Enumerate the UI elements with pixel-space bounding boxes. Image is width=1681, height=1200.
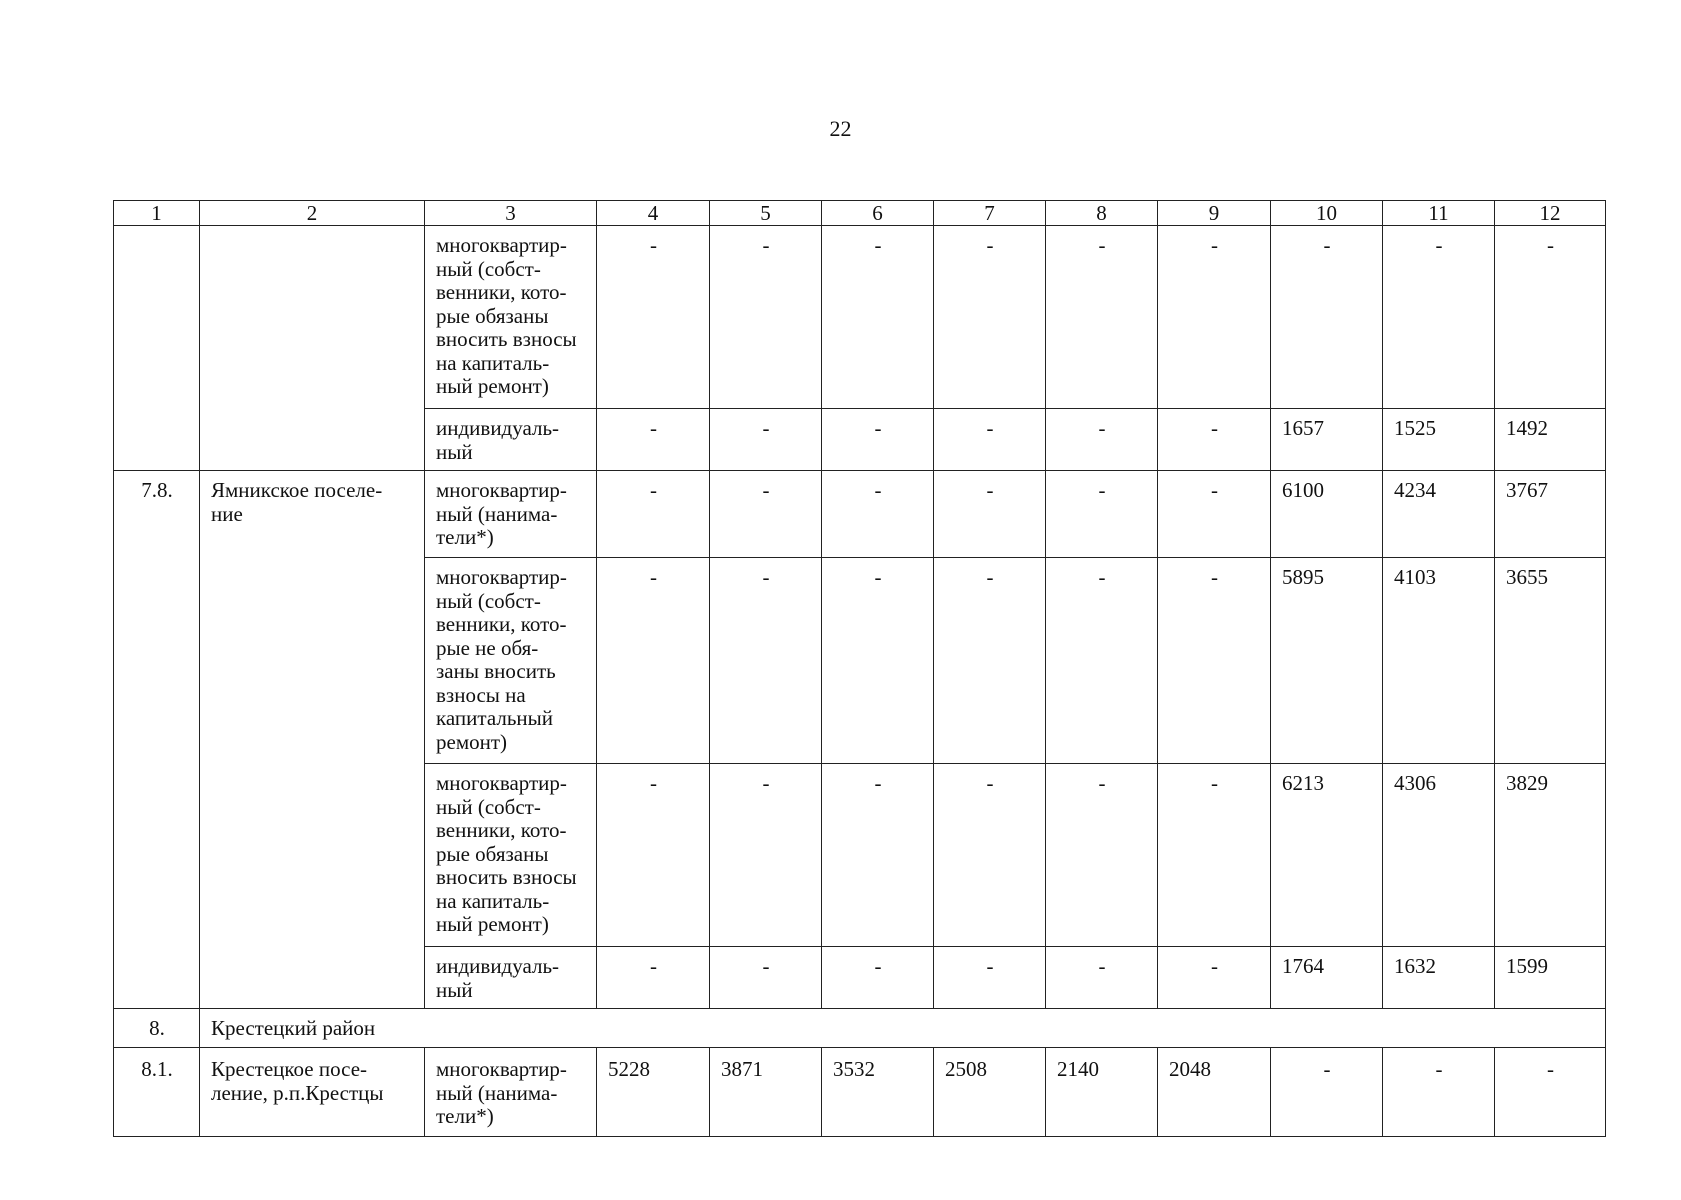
value-cell: - [822,471,934,558]
value-cell: - [822,764,934,947]
value-cell: - [934,764,1046,947]
housing-type: многоквартир- ный (собст- венники, кото- рые обязаны вносить взносы на капиталь- ный ремонт) [425,764,597,947]
value-cell: - [597,947,710,1009]
settlement-name: Ямникское поселе- ние [200,471,425,1009]
value-cell: - [1383,226,1495,409]
value-cell: 2508 [934,1048,1046,1137]
value-cell: 5228 [597,1048,710,1137]
value-cell: - [1046,947,1158,1009]
column-header: 2 [200,201,425,226]
value-cell: - [1271,1048,1383,1137]
value-cell: 3655 [1495,558,1606,764]
value-cell: - [710,764,822,947]
housing-type: многоквартир- ный (нанима- тели*) [425,1048,597,1137]
value-cell: - [1158,558,1271,764]
housing-type: многоквартир- ный (нанима- тели*) [425,471,597,558]
value-cell: - [710,409,822,471]
value-cell: 3767 [1495,471,1606,558]
region-name: Крестецкий район [200,1009,1606,1048]
value-cell: - [822,409,934,471]
value-cell: - [1271,226,1383,409]
value-cell: - [822,226,934,409]
settlement-name: Крестецкое посе- ление, р.п.Крестцы [200,1048,425,1137]
housing-type: многоквартир- ный (собст- венники, кото- рые обязаны вносить взносы на капиталь- ный ремонт) [425,226,597,409]
row-number: 8.1. [114,1048,200,1137]
value-cell: - [1383,1048,1495,1137]
value-cell: 1492 [1495,409,1606,471]
value-cell: 1632 [1383,947,1495,1009]
value-cell: - [1046,226,1158,409]
value-cell: - [1046,409,1158,471]
value-cell: - [710,947,822,1009]
column-header: 12 [1495,201,1606,226]
housing-type: индивидуаль- ный [425,409,597,471]
value-cell: - [1158,409,1271,471]
value-cell: - [822,947,934,1009]
value-cell: 2140 [1046,1048,1158,1137]
table-row [114,226,1606,409]
value-cell: - [934,947,1046,1009]
column-header: 5 [710,201,822,226]
column-header: 6 [822,201,934,226]
value-cell: - [1158,947,1271,1009]
value-cell: 6213 [1271,764,1383,947]
value-cell: - [1495,1048,1606,1137]
column-header: 9 [1158,201,1271,226]
value-cell: 3829 [1495,764,1606,947]
table-header-row [114,201,1606,226]
table-row [114,1048,1606,1137]
value-cell: 2048 [1158,1048,1271,1137]
value-cell: 4306 [1383,764,1495,947]
value-cell: - [710,471,822,558]
page-number: 22 [829,116,852,141]
table-row [114,471,1606,558]
value-cell: - [1158,764,1271,947]
housing-type: многоквартир- ный (собст- венники, кото- рые не обя- заны вносить взносы на капитальный ремонт) [425,558,597,764]
value-cell: 1599 [1495,947,1606,1009]
settlement-name [200,226,425,471]
value-cell: - [1046,558,1158,764]
value-cell: - [597,764,710,947]
value-cell: 6100 [1271,471,1383,558]
column-header: 4 [597,201,710,226]
value-cell: 4103 [1383,558,1495,764]
value-cell: - [934,471,1046,558]
value-cell: - [1158,226,1271,409]
value-cell: 5895 [1271,558,1383,764]
column-header: 1 [114,201,200,226]
column-header: 11 [1383,201,1495,226]
value-cell: - [1046,764,1158,947]
region-number: 8. [114,1009,200,1048]
column-header: 8 [1046,201,1158,226]
row-number [114,226,200,471]
value-cell: 1764 [1271,947,1383,1009]
value-cell: - [934,226,1046,409]
value-cell: - [1046,471,1158,558]
row-number: 7.8. [114,471,200,1009]
value-cell: - [597,471,710,558]
value-cell: - [710,558,822,764]
value-cell: - [1158,471,1271,558]
value-cell: 1525 [1383,409,1495,471]
value-cell: - [1495,226,1606,409]
tariff-table [113,200,1606,1137]
value-cell: - [597,226,710,409]
value-cell: - [597,558,710,764]
value-cell: 3871 [710,1048,822,1137]
value-cell: - [822,558,934,764]
housing-type: индивидуаль- ный [425,947,597,1009]
value-cell: 3532 [822,1048,934,1137]
value-cell: 1657 [1271,409,1383,471]
region-row [114,1009,1606,1048]
value-cell: - [934,558,1046,764]
value-cell: - [597,409,710,471]
column-header: 3 [425,201,597,226]
value-cell: - [934,409,1046,471]
value-cell: 4234 [1383,471,1495,558]
value-cell: - [710,226,822,409]
column-header: 10 [1271,201,1383,226]
column-header: 7 [934,201,1046,226]
